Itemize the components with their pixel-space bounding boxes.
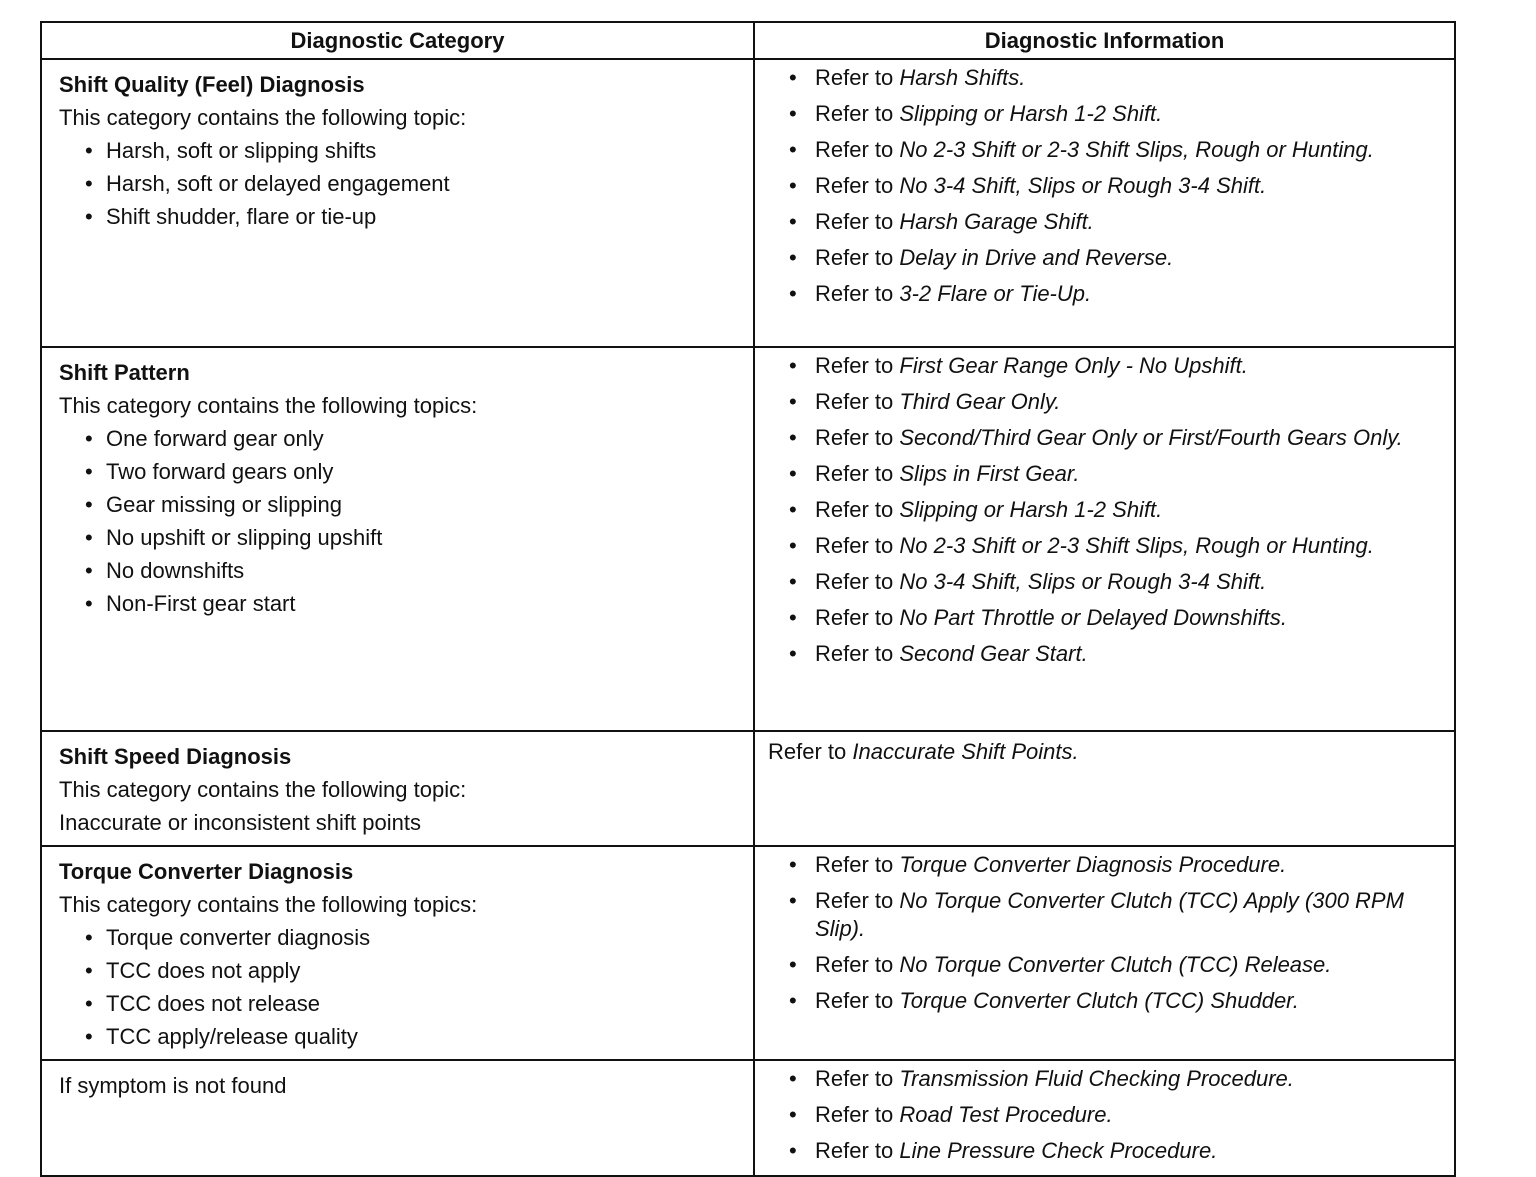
reference-title: Harsh Shifts. xyxy=(899,65,1026,90)
info-item: • Refer to No 2-3 Shift or 2-3 Shift Slips, Rough or Hunting. xyxy=(789,532,1444,560)
info-item: • Refer to Harsh Garage Shift. xyxy=(789,208,1444,236)
header-diagnostic-category: Diagnostic Category xyxy=(41,22,754,59)
category-title: Torque Converter Diagnosis xyxy=(59,859,354,884)
info-item: • Refer to Line Pressure Check Procedure. xyxy=(789,1137,1444,1165)
category-intro: This category contains the following topic: xyxy=(59,777,467,802)
reference-title: Road Test Procedure. xyxy=(899,1102,1113,1127)
info-item: • Refer to No 3-4 Shift, Slips or Rough 3-4 Shift. xyxy=(789,568,1444,596)
info-item: • Refer to Transmission Fluid Checking Procedure. xyxy=(789,1065,1444,1093)
reference-title: First Gear Range Only - No Upshift. xyxy=(899,353,1248,378)
category-cell xyxy=(41,347,754,731)
reference-title: No 3-4 Shift, Slips or Rough 3-4 Shift. xyxy=(899,173,1267,198)
info-cell xyxy=(754,59,1455,347)
category-detail: Inaccurate or inconsistent shift points xyxy=(59,810,421,835)
info-cell xyxy=(754,347,1455,731)
category-cell xyxy=(41,731,754,846)
info-item: • Refer to Harsh Shifts. xyxy=(789,64,1444,92)
info-cell xyxy=(754,731,1455,846)
category-cell xyxy=(41,1060,754,1176)
topic-item: • Gear missing or slipping xyxy=(85,488,743,521)
info-item: • Refer to Slips in First Gear. xyxy=(789,460,1444,488)
topic-list xyxy=(59,422,743,620)
info-cell xyxy=(754,846,1455,1060)
topic-item: • Harsh, soft or delayed engagement xyxy=(85,167,743,200)
topic-list xyxy=(59,134,743,233)
info-item: • Refer to Second/Third Gear Only or First/Fourth Gears Only. xyxy=(789,424,1444,452)
category-cell xyxy=(41,59,754,347)
category-title: Shift Speed Diagnosis xyxy=(59,744,292,769)
reference-title: Transmission Fluid Checking Procedure. xyxy=(899,1066,1294,1091)
topic-item: • Harsh, soft or slipping shifts xyxy=(85,134,743,167)
info-item: • Refer to First Gear Range Only - No Upshift. xyxy=(789,352,1444,380)
diagnostic-table xyxy=(40,21,1456,1177)
reference-title: Slips in First Gear. xyxy=(899,461,1080,486)
topic-item: • One forward gear only xyxy=(85,422,743,455)
info-item: • Refer to Slipping or Harsh 1-2 Shift. xyxy=(789,496,1444,524)
topic-item: • TCC apply/release quality xyxy=(85,1020,743,1053)
info-item: • Refer to No Torque Converter Clutch (TCC) Apply (300 RPM Slip). xyxy=(789,887,1444,943)
reference-title: Harsh Garage Shift. xyxy=(899,209,1094,234)
info-item: • Refer to Delay in Drive and Reverse. xyxy=(789,244,1444,272)
info-list xyxy=(789,352,1444,668)
info-list xyxy=(789,1065,1444,1165)
reference-title: Torque Converter Diagnosis Procedure. xyxy=(899,852,1287,877)
topic-list xyxy=(59,921,743,1053)
info-text: Refer to Inaccurate Shift Points. xyxy=(768,739,1079,764)
reference-title: No 3-4 Shift, Slips or Rough 3-4 Shift. xyxy=(899,569,1267,594)
reference-title: Second/Third Gear Only or First/Fourth Gears Only. xyxy=(899,425,1403,450)
reference-title: No 2-3 Shift or 2-3 Shift Slips, Rough or Hunting. xyxy=(899,533,1374,558)
reference-title: Torque Converter Clutch (TCC) Shudder. xyxy=(899,988,1299,1013)
info-list xyxy=(789,64,1444,308)
category-plain-text: If symptom is not found xyxy=(59,1073,287,1098)
topic-item: • No downshifts xyxy=(85,554,743,587)
reference-title: Line Pressure Check Procedure. xyxy=(899,1138,1218,1163)
reference-title: Second Gear Start. xyxy=(899,641,1088,666)
topic-item: • TCC does not apply xyxy=(85,954,743,987)
category-cell xyxy=(41,846,754,1060)
topic-item: • Shift shudder, flare or tie-up xyxy=(85,200,743,233)
reference-title: 3-2 Flare or Tie-Up. xyxy=(899,281,1092,306)
info-cell xyxy=(754,1060,1455,1176)
category-intro: This category contains the following topics: xyxy=(59,892,478,917)
table-row xyxy=(41,846,1455,1060)
info-item: • Refer to No Torque Converter Clutch (TCC) Release. xyxy=(789,951,1444,979)
reference-title: Inaccurate Shift Points. xyxy=(852,739,1079,764)
reference-title: Delay in Drive and Reverse. xyxy=(899,245,1174,270)
table-row xyxy=(41,59,1455,347)
reference-title: Slipping or Harsh 1-2 Shift. xyxy=(899,497,1163,522)
category-intro: This category contains the following topic: xyxy=(59,105,467,130)
header-row xyxy=(41,22,1455,59)
reference-title: No Part Throttle or Delayed Downshifts. xyxy=(899,605,1287,630)
table-row xyxy=(41,347,1455,731)
info-item: • Refer to Torque Converter Clutch (TCC) Shudder. xyxy=(789,987,1444,1015)
reference-title: No Torque Converter Clutch (TCC) Release. xyxy=(899,952,1332,977)
header-diagnostic-information: Diagnostic Information xyxy=(754,22,1455,59)
topic-item: • TCC does not release xyxy=(85,987,743,1020)
info-item: • Refer to Second Gear Start. xyxy=(789,640,1444,668)
topic-item: • Torque converter diagnosis xyxy=(85,921,743,954)
info-item: • Refer to Torque Converter Diagnosis Procedure. xyxy=(789,851,1444,879)
reference-title: Third Gear Only. xyxy=(899,389,1061,414)
category-intro: This category contains the following topics: xyxy=(59,393,478,418)
info-item: • Refer to 3-2 Flare or Tie-Up. xyxy=(789,280,1444,308)
topic-item: • No upshift or slipping upshift xyxy=(85,521,743,554)
category-title: Shift Quality (Feel) Diagnosis xyxy=(59,72,365,97)
info-list xyxy=(789,851,1444,1015)
info-item: • Refer to Third Gear Only. xyxy=(789,388,1444,416)
topic-item: • Non-First gear start xyxy=(85,587,743,620)
topic-item: • Two forward gears only xyxy=(85,455,743,488)
table-row xyxy=(41,731,1455,846)
reference-title: No Torque Converter Clutch (TCC) Apply (300 RPM Slip). xyxy=(815,888,1404,941)
info-item: • Refer to No 3-4 Shift, Slips or Rough 3-4 Shift. xyxy=(789,172,1444,200)
reference-title: No 2-3 Shift or 2-3 Shift Slips, Rough or Hunting. xyxy=(899,137,1374,162)
table-row xyxy=(41,1060,1455,1176)
info-item: • Refer to Road Test Procedure. xyxy=(789,1101,1444,1129)
info-item: • Refer to Slipping or Harsh 1-2 Shift. xyxy=(789,100,1444,128)
category-title: Shift Pattern xyxy=(59,360,190,385)
info-item: • Refer to No Part Throttle or Delayed Downshifts. xyxy=(789,604,1444,632)
info-item: • Refer to No 2-3 Shift or 2-3 Shift Slips, Rough or Hunting. xyxy=(789,136,1444,164)
reference-title: Slipping or Harsh 1-2 Shift. xyxy=(899,101,1163,126)
